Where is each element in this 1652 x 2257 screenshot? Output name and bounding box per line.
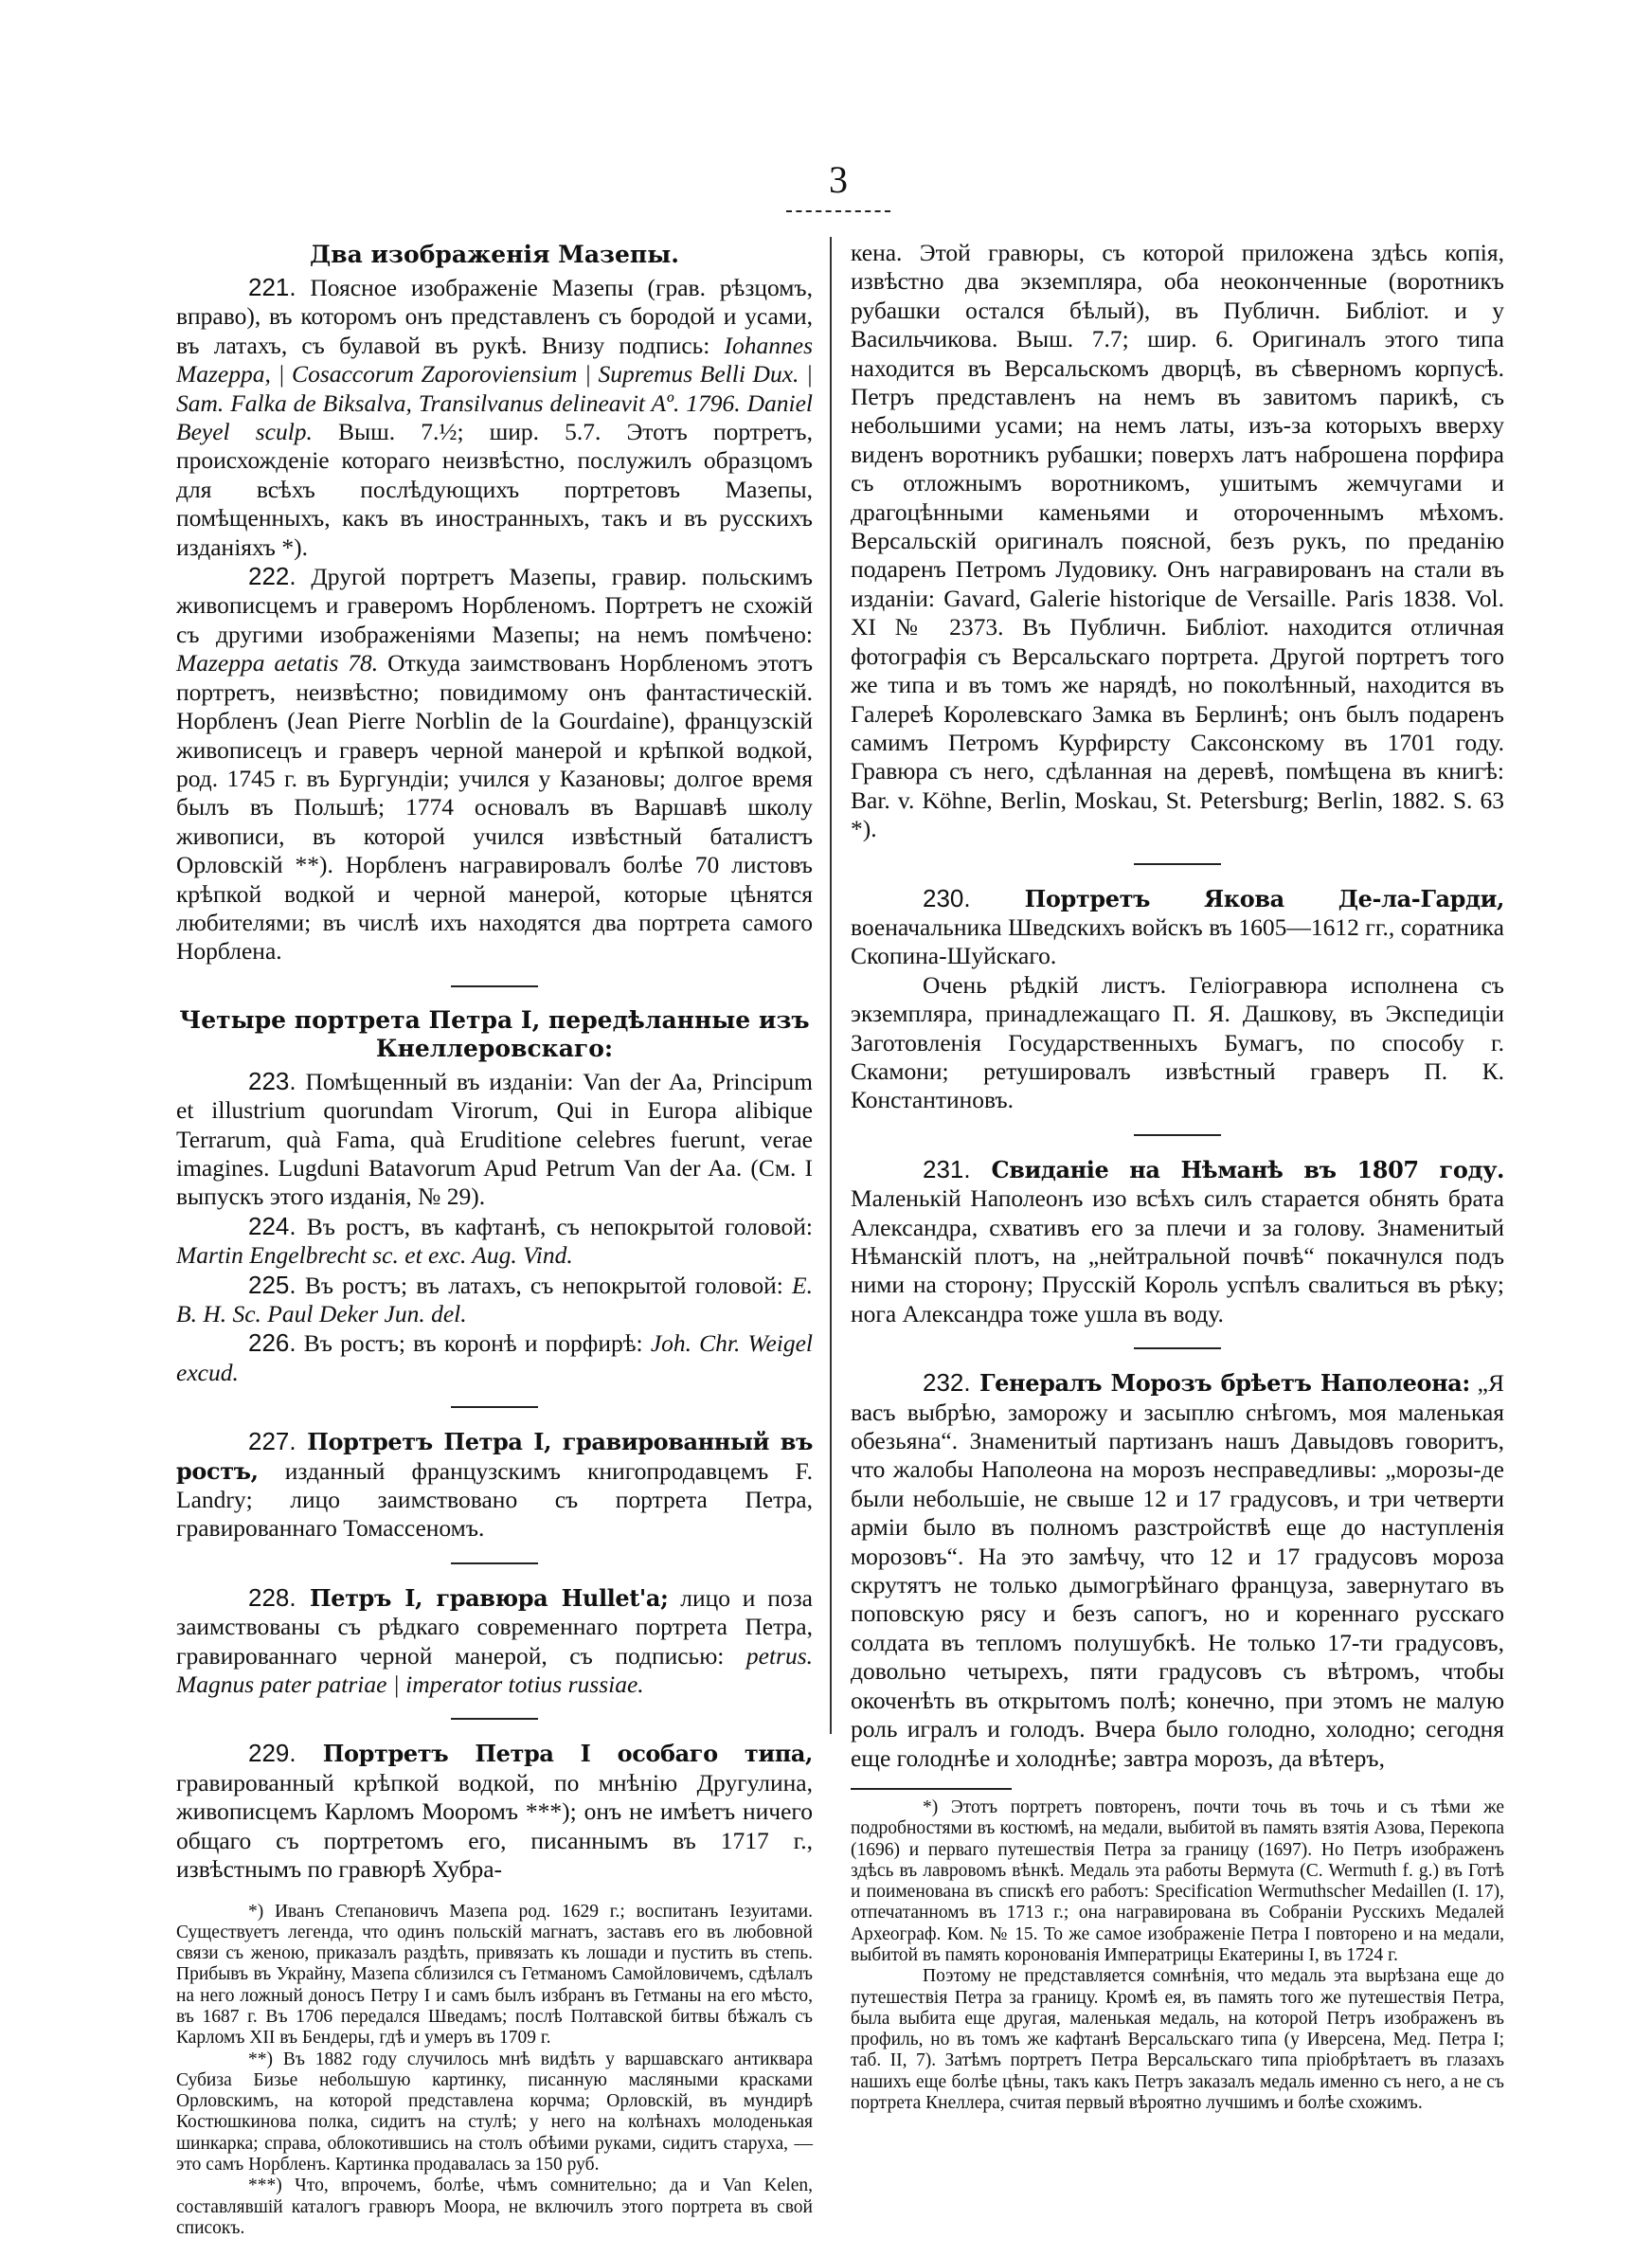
column-divider	[830, 237, 832, 1734]
entry-number: 231.	[923, 1154, 971, 1183]
entry-number: 228.	[248, 1582, 296, 1612]
footnote	[851, 1797, 1504, 1966]
italic-inscription: Martin Engelbrecht sc. et exc. Aug. Vind.	[176, 1241, 573, 1270]
italic-inscription: Mazeppa aetatis 78.	[176, 649, 379, 677]
catalog-entry	[176, 1427, 813, 1544]
left-footnotes	[176, 1902, 813, 2240]
section-divider	[451, 1718, 538, 1720]
entry-title: Портретъ Петра I, гравированный въ ростъ,	[176, 1428, 813, 1485]
catalog-entry	[176, 562, 813, 966]
section-divider	[1134, 863, 1221, 865]
entry-title: Генералъ Морозъ брѣетъ Наполеона:	[970, 1369, 1470, 1398]
paragraph	[851, 239, 1504, 844]
right-footnotes	[851, 1797, 1504, 2114]
catalog-entry	[176, 1739, 813, 1884]
text-run: Очень рѣдкій листъ. Геліогравюра исполнена съ экземпляра, принадлежащаго П. Я. Дашкову, въ Экспедиціи Заготовленія Государственныхъ Бумагъ, по способу г. Скамони; ретушировалъ извѣстный граверъ П. К. Константиновъ.	[851, 970, 1504, 1114]
text-run: Другой портретъ Мазепы, гравир. польскимъ живописцемъ и граверомъ Норбленомъ. Портретъ не схожій съ другими изображеніями Мазепы; на немъ помѣчено:	[176, 563, 813, 648]
catalog-entry	[851, 1368, 1504, 1773]
left-side	[176, 239, 813, 2239]
section-divider	[451, 1406, 538, 1408]
entry-number: 229.	[248, 1739, 296, 1768]
section-divider	[1134, 1134, 1221, 1136]
footnote-separator	[851, 1788, 1012, 1790]
text-run: Поясное изображеніе Мазепы (грав. рѣзцомъ, вправо), въ которомъ онъ представленъ съ бородой и усами, въ латахъ, съ булавой въ рукѣ. Внизу подпись:	[176, 274, 813, 359]
left-column	[176, 239, 813, 1885]
page-number-underline	[786, 210, 890, 212]
section-heading: Четыре портрета Петра I, передѣланные изъ Кнеллеровскаго:	[179, 1005, 810, 1062]
text-run: Выш. 7.½; шир. 5.7. Этотъ портретъ, происхожденіе котораго неизвѣстно, послужилъ образцомъ для всѣхъ послѣдующихъ портретовъ Мазепы, помѣщенныхъ, какъ въ иностранныхъ, такъ и въ русскихъ изданіяхъ *).	[176, 418, 813, 561]
text-run: Маленькій Наполеонъ изо всѣхъ силъ старается обнять брата Александра, схвативъ его за плечи и за голову. Знаменитый Нѣманскій плотъ, на „нейтральной почвѣ“ покачнулся подъ ними на сторону; Прусскій Король успѣлъ свалиться въ рѣку; нога Александра тоже ушла въ воду.	[851, 1184, 1504, 1327]
entry-number: 221.	[248, 273, 296, 301]
entry-title: Петръ I, гравюра Hullet'a;	[296, 1583, 669, 1612]
entry-number: 232.	[923, 1368, 971, 1398]
italic-inscription: Iohannes Mazeppa, | Cosaccorum Zaporoviensium | Supremus Belli Dux. | Sam. Falka de Biksalva, Transilvanus delineavit Aº. 1796. Daniel Beyel sculp.	[176, 331, 813, 446]
footnote	[176, 2176, 813, 2239]
text-run: ***) Что, впрочемъ, болѣе, чѣмъ сомнительно; да и Van Kelen, составлявшій каталогъ гравюръ Моора, не включилъ этого портрета въ свой списокъ.	[176, 2176, 813, 2238]
text-run: Откуда заимствованъ Норбленомъ этотъ портретъ, неизвѣстно; повидимому онъ фантастическій. Норбленъ (Jean Pierre Norblin de la Gourdaine), французскій живописецъ и граверъ черной манерой и крѣпкой водкой, род. 1745 г. въ Бургундіи; учился у Казановы; долгое время былъ въ Польшѣ; 1774 основалъ въ Варшавѣ школу живописи, въ которой учился извѣстный баталистъ Орловскій **). Норбленъ награвировалъ болѣе 70 листовъ крѣпкой водкой и черной манерой, которые цѣнятся любителями; въ числѣ ихъ находятся два портрета самого Норблена.	[176, 649, 813, 966]
section-divider	[1134, 1347, 1221, 1349]
text-run: военачальника Шведскихъ войскъ въ 1605—1612 гг., соратника Скопина-Шуйскаго.	[851, 912, 1504, 970]
footnote	[176, 1902, 813, 2049]
entry-number: 224.	[248, 1211, 296, 1240]
text-run: „Я васъ выбрѣю, заморожу и засыплю снѣгомъ, моя маленькая обезьяна“. Знаменитый партизанъ нашъ Давыдовъ говоритъ, что жалобы Наполеона на морозъ несправедливы: „морозы-де были небольшіе, не свыше 12 и 17 градусовъ, и три четверти арміи было въ полномъ разстройствѣ еще до наступленія морозовъ“. На это замѣчу, что 12 и 17 градусовъ мороза скрутятъ не только дымогрѣйнаго француза, завернутаго въ поповскую рясу и безъ сапогъ, но и кореннаго русскаго солдата въ тепломъ полушубкѣ. Не только 17-ти градусовъ, довольно четырехъ, пяти градусовъ съ вѣтромъ, чтобы окоченѣть въ открытомъ полѣ; конечно, при этомъ не малую роль игралъ и голодъ. Вчера было голодно, холодно; сегодня еще голоднѣе и холоднѣе; завтра морозъ, да вѣтеръ,	[851, 1369, 1504, 1772]
footnote	[851, 1966, 1504, 2114]
text-run: Въ ростъ; въ коронѣ и порфирѣ:	[296, 1329, 651, 1358]
italic-inscription: Joh. Chr. Weigel excud.	[176, 1329, 813, 1386]
text-run: лицо и поза заимствованы съ рѣдкаго современнаго портрета Петра, гравированнаго черной манерой, съ подписью:	[176, 1583, 813, 1670]
text-run: *) Этотъ портретъ повторенъ, почти точь въ точь и съ тѣми же подробностями въ костюмѣ, на медали, выбитой въ память взятія Азова, Перекопа (1696) и перваго путешествія Петра за границу (1697). Но Петръ изображенъ здѣсь въ лавровомъ вѣнкѣ. Медаль эта работы Вермута (C. Wermuth f. g.) въ Готѣ и поименована въ спискѣ его работъ: Specification Wermuthscher Medaillen (I. 17), отпечатанномъ въ 1713 г.; она награвирована въ Собраніи Русскихъ Медалей Археограф. Ком. № 15. То же самое изображеніе Петра I повторено и на медали, выбитой въ память коронованія Императрицы Екатерины I, въ 1724 г.	[851, 1797, 1504, 1965]
catalog-entry	[176, 1328, 813, 1387]
catalog-entry	[176, 1212, 813, 1271]
catalog-entry	[176, 273, 813, 562]
catalog-entry	[851, 884, 1504, 971]
italic-inscription: petrus. Magnus pater patriae | imperator totius russiae.	[176, 1641, 813, 1699]
entry-number: 225.	[248, 1270, 296, 1299]
right-side	[851, 239, 1504, 2114]
italic-inscription: E. B. H. Sc. Paul Deker Jun. del.	[176, 1271, 813, 1327]
text-run: Въ ростъ; въ латахъ, съ непокрытой головой:	[296, 1271, 793, 1299]
text-run: кена. Этой гравюры, съ которой приложена здѣсь копія, извѣстно два экземпляра, оба неоконченные (воротникъ рубашки остался бѣлый), въ Публичн. Библіот. и у Васильчикова. Выш. 7.7; шир. 6. Оригиналъ этого типа находится въ Версальскомъ дворцѣ, въ сѣверномъ корпусѣ. Петръ представленъ на немъ въ завитомъ парикѣ, съ небольшими усами; на немъ латы, изъ-за которыхъ вверху виденъ воротникъ рубашки; поверхъ латъ наброшена порфира съ отложнымъ воротникомъ, ушитымъ жемчугами и драгоцѣнными каменьями и отороченнымъ мѣхомъ. Версальскій оригиналъ поясной, безъ рукъ, по преданію подаренъ Петромъ Лудовику. Онъ награвированъ на стали въ изданіи: Gavard, Galerie historique de Versaille. Paris 1838. Vol. XI № 2373. Въ Публичн. Библіот. находится отличная фотографія съ Версальскаго портрета. Другой портретъ того же типа и въ томъ же нарядѣ, но поколѣнный, находится въ Галереѣ Королевскаго Замка въ Берлинѣ; онъ былъ подаренъ самимъ Петромъ Курфирсту Саксонскому въ 1701 году. Гравюра съ него, сдѣланная на деревѣ, помѣщена въ книгѣ: Bar. v. Köhne, Berlin, Moskau, St. Petersburg; Berlin, 1882. S. 63 *).	[851, 239, 1504, 843]
entry-title: Портретъ Якова Де-ла-Гарди,	[970, 884, 1504, 912]
footnote	[176, 2049, 813, 2176]
section-divider	[451, 1562, 538, 1564]
paragraph	[851, 971, 1504, 1115]
entry-number: 226.	[248, 1328, 296, 1358]
text-run: **) Въ 1882 году случилось мнѣ видѣть у варшавскаго антиквара Субиза Бизье небольшую картинку, писанную масляными красками Орловскимъ, на которой представлена корчма; Орловскій, въ мундирѣ Костюшкинова полка, сидитъ на стулѣ; у него на колѣнахъ молоденькая шинкарка; справа, облокотившись на столъ обѣими руками, сидитъ старуха, — это самъ Норбленъ. Картинка продавалась за 150 руб.	[176, 2049, 813, 2176]
text-run: изданный французскимъ книгопродавцемъ F. Landry; лицо заимствовано съ портрета Петра, гравированнаго Томассеномъ.	[176, 1456, 813, 1543]
catalog-entry	[176, 1067, 813, 1212]
entry-number: 227.	[248, 1427, 296, 1456]
entry-number: 222.	[248, 562, 296, 591]
text-run: гравированный крѣпкой водкой, по мнѣнію Другулина, живописцемъ Карломъ Мооромъ ***); онъ не имѣетъ ничего общаго съ портретомъ его, писаннымъ въ 1717 г., извѣстнымъ по гравюрѣ Хубра-	[176, 1768, 813, 1884]
catalog-entry	[176, 1271, 813, 1329]
right-column	[851, 239, 1504, 1773]
catalog-entry	[176, 1583, 813, 1700]
text-run: Помѣщенный въ изданіи: Van der Aa, Principum et illustrium quorundam Virorum, Qui in Europa alibique Terrarum, quà Fama, quà Eruditione celebres fuerunt, verae imagines. Lugduni Batavorum Apud Petrum Van der Aa. (См. I выпускъ этого изданія, № 29).	[176, 1067, 813, 1211]
section-divider	[451, 985, 538, 987]
section-heading: Два изображенія Мазепы.	[310, 241, 679, 268]
entry-number: 223.	[248, 1066, 296, 1095]
entry-title: Портретъ Петра I особаго типа,	[296, 1740, 813, 1768]
entry-title: Свиданіе на Нѣманѣ въ 1807 году.	[970, 1155, 1504, 1183]
page-number: 3	[829, 158, 848, 201]
catalog-entry	[851, 1155, 1504, 1328]
text-run: Въ ростъ, въ кафтанѣ, съ непокрытой головой:	[296, 1212, 813, 1240]
text-run: Поэтому не представляется сомнѣнія, что медаль эта вырѣзана еще до путешествія Петра за границу. Кромѣ ея, въ память того же путешествія Петра, была выбита еще другая, маленькая медаль, на которой Петръ изображенъ въ профиль, но въ томъ же кафтанѣ Версальскаго типа (у Иверсена, Мед. Петра I; таб. II, 7). Затѣмъ портретъ Петра Версальскаго типа пріобрѣтаетъ въ глазахъ нашихъ еще болѣе цѣны, такъ какъ Петръ заказалъ медаль именно съ него, а не съ портрета Кнеллера, считая первый вѣроятно лучшимъ и болѣе схожимъ.	[851, 1966, 1504, 2114]
text-run: *) Иванъ Степановичъ Мазепа род. 1629 г.; воспитанъ Іезуитами. Существуетъ легенда, что одинъ польскій магнатъ, заставъ его въ любовной связи съ женою, приказалъ раздѣть, привязать къ лошади и пустить въ степь. Прибывъ въ Украйну, Мазепа сблизился съ Гетманомъ Самойловичемъ, сдѣлалъ на него ложный доносъ Петру I и самъ былъ избранъ въ Гетманы на его мѣсто, въ 1687 г. Въ 1706 передался Шведамъ; послѣ Полтавской битвы бѣжалъ съ Карломъ XII въ Бендеры, гдѣ и умеръ въ 1709 г.	[176, 1901, 813, 2049]
entry-number: 230.	[923, 883, 971, 912]
